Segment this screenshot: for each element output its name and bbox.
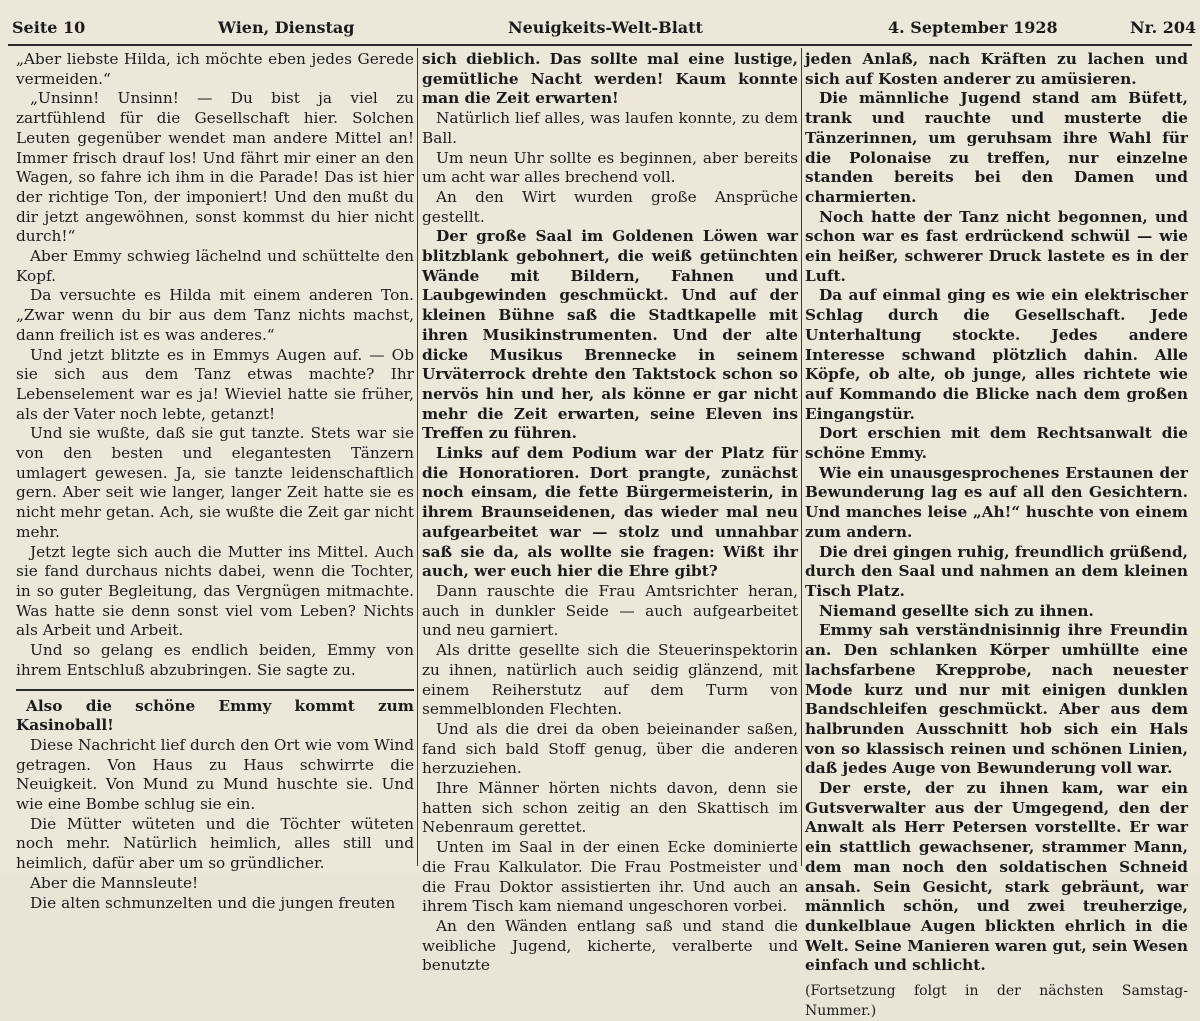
paragraph: Und sie wußte, daß sie gut tanzte. Stets war sie von den besten und elegantesten Tänzern umlagert gewesen. Ja, sie tanzte leidenschaftlich gern. Aber seit wie langer, langer Zeit hatte sie es nicht mehr getan. Ach, sie wußte die Zeit gar nicht mehr. — [16, 424, 414, 541]
paragraph: Noch hatte der Tanz nicht begonnen, und schon war es fast erdrückend schwül — wie ein heißer, schwerer Druck lastete es in der Luft. — [805, 207, 1188, 285]
paragraph: Natürlich lief alles, was laufen konnte, zu dem Ball. — [422, 109, 798, 147]
paragraph: sich dieblich. Das sollte mal eine lustige, gemütliche Nacht werden! Kaum konnte man die Zeit erwarten! — [422, 50, 798, 108]
paragraph: An den Wirt wurden große Ansprüche gestellt. — [422, 187, 798, 226]
paragraph: „Aber liebste Hilda, ich möchte eben jedes Gerede vermeiden.“ — [16, 50, 414, 88]
paragraph: „Unsinn! Unsinn! — Du bist ja viel zu zartfühlend für die Gesellschaft hier. Solchen Leuten gegenüber wendet man andere Mittel an! Immer frisch drauf los! Und fährt mir einer an den Wagen, so fahre ich ihm in die Parade! Das ist hier der richtige Ton, der imponiert! Und den mußt du dir jetzt angewöhnen, sonst kommst du hier nicht durch!“ — [16, 89, 414, 246]
issue-date: 4. September 1928 — [888, 18, 1058, 37]
paragraph: Aber Emmy schwieg lächelnd und schüttelte den Kopf. — [16, 247, 414, 285]
paragraph: Wie ein unausgesprochenes Erstaunen der Bewunderung lag es auf all den Gesichtern. Und manches leise „Ah!“ huschte von einem zum andern. — [805, 463, 1188, 541]
column-2 — [422, 50, 798, 975]
paragraph: Links auf dem Podium war der Platz für die Honoratioren. Dort prangte, zunächst noch einsam, die fette Bürgermeisterin, in ihrem Braunseidenen, das wieder mal neu aufgearbeitet war — stolz und unnahbar saß sie da, als wollte sie fragen: Wißt ihr auch, wer euch hier die Ehre gibt? — [422, 444, 798, 581]
paragraph: Der große Saal im Goldenen Löwen war blitzblank gebohnert, die weiß getünchten Wände mit Bildern, Fahnen und Laubgewinden geschmückt. Und auf der kleinen Bühne saß die Stadtkapelle mit ihren Musikinstrumenten. Und der alte dicke Musikus Brennecke in seinem Urväterrock drehte den Taktstock schon so nervös hin und her, als könne er gar nicht mehr die Zeit erwarten, seine Eleven ins Treffen zu führen. — [422, 227, 798, 443]
paragraph: An den Wänden entlang saß und stand die weibliche Jugend, kicherte, veralberte und benutzte — [422, 916, 798, 975]
paragraph: Da versuchte es Hilda mit einem anderen Ton. „Zwar wenn du bir aus dem Tanz nichts machst, dann freilich ist es was anderes.“ — [16, 286, 414, 344]
paragraph: Da auf einmal ging es wie ein elektrischer Schlag durch die Gesellschaft. Jede Unterhaltung stockte. Jedes andere Interesse schwand plötzlich dahin. Alle Köpfe, ob alte, ob junge, alles richtete wie auf Kommando die Blicke nach dem großen Eingangstür. — [805, 286, 1188, 423]
paragraph: Die männliche Jugend stand am Büfett, trank und rauchte und musterte die Tänzerinnen, um geruhsam ihre Wahl für die Polonaise zu treffen, nur einzelne standen bereits bei den Damen und charmierten. — [805, 89, 1188, 206]
paragraph: Die Mütter wüteten und die Töchter wüteten noch mehr. Natürlich heimlich, alles still und heimlich, dafür aber um so gründlicher. — [16, 814, 414, 873]
paragraph: Der erste, der zu ihnen kam, war ein Gutsverwalter aus der Umgegend, den der Anwalt als Herr Petersen vorstellte. Er war ein stattlich gewachsener, strammer Mann, dem man noch den soldatischen Schneid ansah. Sein Gesicht, stark gebräunt, war männlich schön, und zwei treuherzige, dunkelblaue Augen blickten ehrlich in die Welt. Seine Manieren waren gut, sein Wesen einfach und schlicht. — [805, 779, 1188, 975]
section-lead: Also die schöne Emmy kommt zum Kasinoball! — [16, 696, 414, 735]
paragraph: Die alten schmunzelten und die jungen freuten — [30, 893, 396, 912]
issue-number: Nr. 204 — [1130, 18, 1197, 37]
paper-title: Neuigkeits-Welt-Blatt — [508, 18, 703, 37]
section-divider — [16, 689, 414, 691]
paragraph: Unten im Saal in der einen Ecke dominierte die Frau Kalkulator. Die Frau Postmeister und die Frau Doktor assistierten ihr. Und auch an ihrem Tisch kam niemand ungeschoren vorbei. — [422, 838, 798, 916]
paragraph: Und als die drei da oben beieinander saßen, fand sich bald Stoff genug, über die anderen herzuziehen. — [422, 719, 798, 778]
paragraph: Dort erschien mit dem Rechtsanwalt die schöne Emmy. — [805, 424, 1188, 463]
paragraph: Als dritte gesellte sich die Steuerinspektorin zu ihnen, natürlich auch seidig glänzend, mit einem Reiherstutz auf dem Turm von semmelblonden Flechten. — [422, 641, 798, 719]
continuation-note: (Fortsetzung folgt in der nächsten Samstag-Nummer.) — [805, 983, 1188, 1019]
column-1 — [16, 50, 414, 912]
column-rule — [417, 48, 418, 866]
paragraph: Jetzt legte sich auch die Mutter ins Mittel. Auch sie fand durchaus nichts dabei, wenn die Tochter, in so guter Begleitung, das Vergnügen mitmachte. Was hatte sie denn sonst viel vom Leben? Nichts als Arbeit und Arbeit. — [16, 542, 414, 640]
page-header — [8, 0, 1197, 46]
paragraph: Und so gelang es endlich beiden, Emmy von ihrem Entschluß abzubringen. Sie sagte zu. — [16, 641, 414, 679]
paragraph: Und jetzt blitzte es in Emmys Augen auf. — Ob sie sich aus dem Tanz etwas machte? Ihr Lebenselement war es ja! Wieviel hatte sie früher, als der Vater noch lebte, getanzt! — [16, 345, 414, 423]
paragraph: Um neun Uhr sollte es beginnen, aber bereits um acht war alles brechend voll. — [422, 148, 798, 187]
paragraph: Niemand gesellte sich zu ihnen. — [819, 601, 1094, 620]
paragraph: Aber die Mannsleute! — [30, 873, 199, 892]
page-number: Seite 10 — [12, 18, 86, 37]
column-3 — [805, 50, 1188, 1019]
paragraph: Emmy sah verständnisinnig ihre Freundin an. Den schlanken Körper umhüllte eine lachsfarbene Krepprobe, nach neuester Mode kurz und nur mit einigen dunklen Bandschleifen geschmückt. Aber aus dem halbrunden Ausschnitt hob sich ein Hals von so klassisch reinen und schönen Linien, daß jedes Auge von Bewunderung voll war. — [805, 621, 1188, 778]
column-rule — [801, 48, 802, 866]
place-date: Wien, Dienstag — [218, 18, 355, 37]
paragraph: Ihre Männer hörten nichts davon, denn sie hatten sich schon zeitig an den Skattisch im Nebenraum gerettet. — [422, 779, 798, 837]
paragraph: jeden Anlaß, nach Kräften zu lachen und sich auf Kosten anderer zu amüsieren. — [805, 50, 1188, 88]
paragraph: Diese Nachricht lief durch den Ort wie vom Wind getragen. Von Haus zu Haus schwirrte die Neuigkeit. Von Mund zu Mund huschte sie. Und wie eine Bombe schlug sie ein. — [16, 735, 414, 814]
paragraph: Dann rauschte die Frau Amtsrichter heran, auch in dunkler Seide — auch aufgearbeitet und neu garniert. — [422, 581, 798, 640]
paragraph: Die drei gingen ruhig, freundlich grüßend, durch den Saal und nahmen an dem kleinen Tisch Platz. — [805, 542, 1188, 600]
